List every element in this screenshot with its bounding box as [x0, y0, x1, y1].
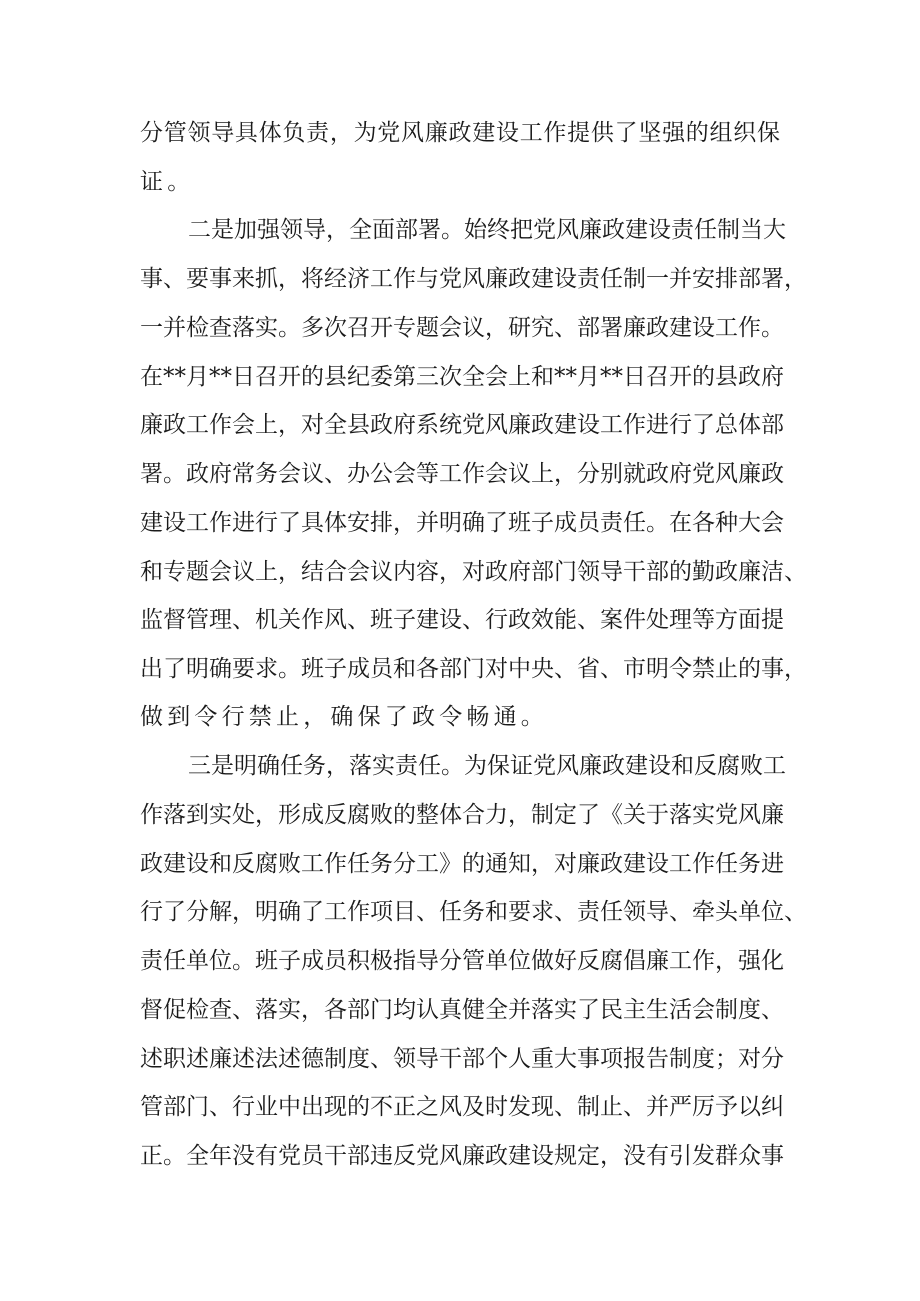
body-text-line: 督促检查、落实，各部门均认真健全并落实了民主生活会制度、 [140, 997, 784, 1023]
body-text-line: 分管领导具体负责，为党风廉政建设工作提供了坚强的组织保 [140, 120, 780, 146]
body-text-line: 事、要事来抓，将经济工作与党风廉政建设责任制一并安排部署， [140, 266, 807, 292]
body-text-line: 建设工作进行了具体安排，并明确了班子成员责任。在各种大会 [140, 510, 784, 536]
body-text-line: 监督管理、机关作风、班子建设、行政效能、案件处理等方面提 [140, 607, 784, 633]
body-text-line: 廉政工作会上，对全县政府系统党风廉政建设工作进行了总体部 [140, 412, 784, 438]
body-text-line: 管部门、行业中出现的不正之风及时发现、制止、并严厉予以纠 [140, 1094, 784, 1120]
body-text-line: 政建设和反腐败工作任务分工》的通知，对廉政建设工作任务进 [140, 851, 784, 877]
body-text-line: 和专题会议上，结合会议内容，对政府部门领导干部的勤政廉洁、 [140, 559, 807, 585]
body-text-line: 作落到实处，形成反腐败的整体合力，制定了《关于落实党风廉 [140, 802, 784, 828]
body-text-line: 证。 [140, 169, 195, 195]
body-text-line: 署。政府常务会议、办公会等工作会议上，分别就政府党风廉政 [140, 461, 784, 487]
body-text-line: 行了分解，明确了工作项目、任务和要求、责任领导、牵头单位、 [140, 899, 807, 925]
body-text-line: 述职述廉述法述德制度、领导干部个人重大事项报告制度；对分 [140, 1046, 784, 1072]
body-text-line: 在**月**日召开的县纪委第三次全会上和**月**日召开的县政府 [140, 364, 784, 390]
body-text-line: 做到令行禁止，确保了政令畅通。 [140, 704, 548, 730]
body-text-line: 责任单位。班子成员积极指导分管单位做好反腐倡廉工作，强化 [140, 948, 784, 974]
body-text-line: 正。全年没有党员干部违反党风廉政建设规定，没有引发群众事 [140, 1143, 784, 1169]
paragraph-first-line: 二是加强领导，全面部署。始终把党风廉政建设责任制当大 [188, 217, 786, 243]
paragraph-first-line: 三是明确任务，落实责任。为保证党风廉政建设和反腐败工 [188, 753, 786, 779]
body-text-line: 一并检查落实。多次召开专题会议，研究、部署廉政建设工作。 [140, 315, 784, 341]
body-text-line: 出了明确要求。班子成员和各部门对中央、省、市明令禁止的事， [140, 656, 807, 682]
